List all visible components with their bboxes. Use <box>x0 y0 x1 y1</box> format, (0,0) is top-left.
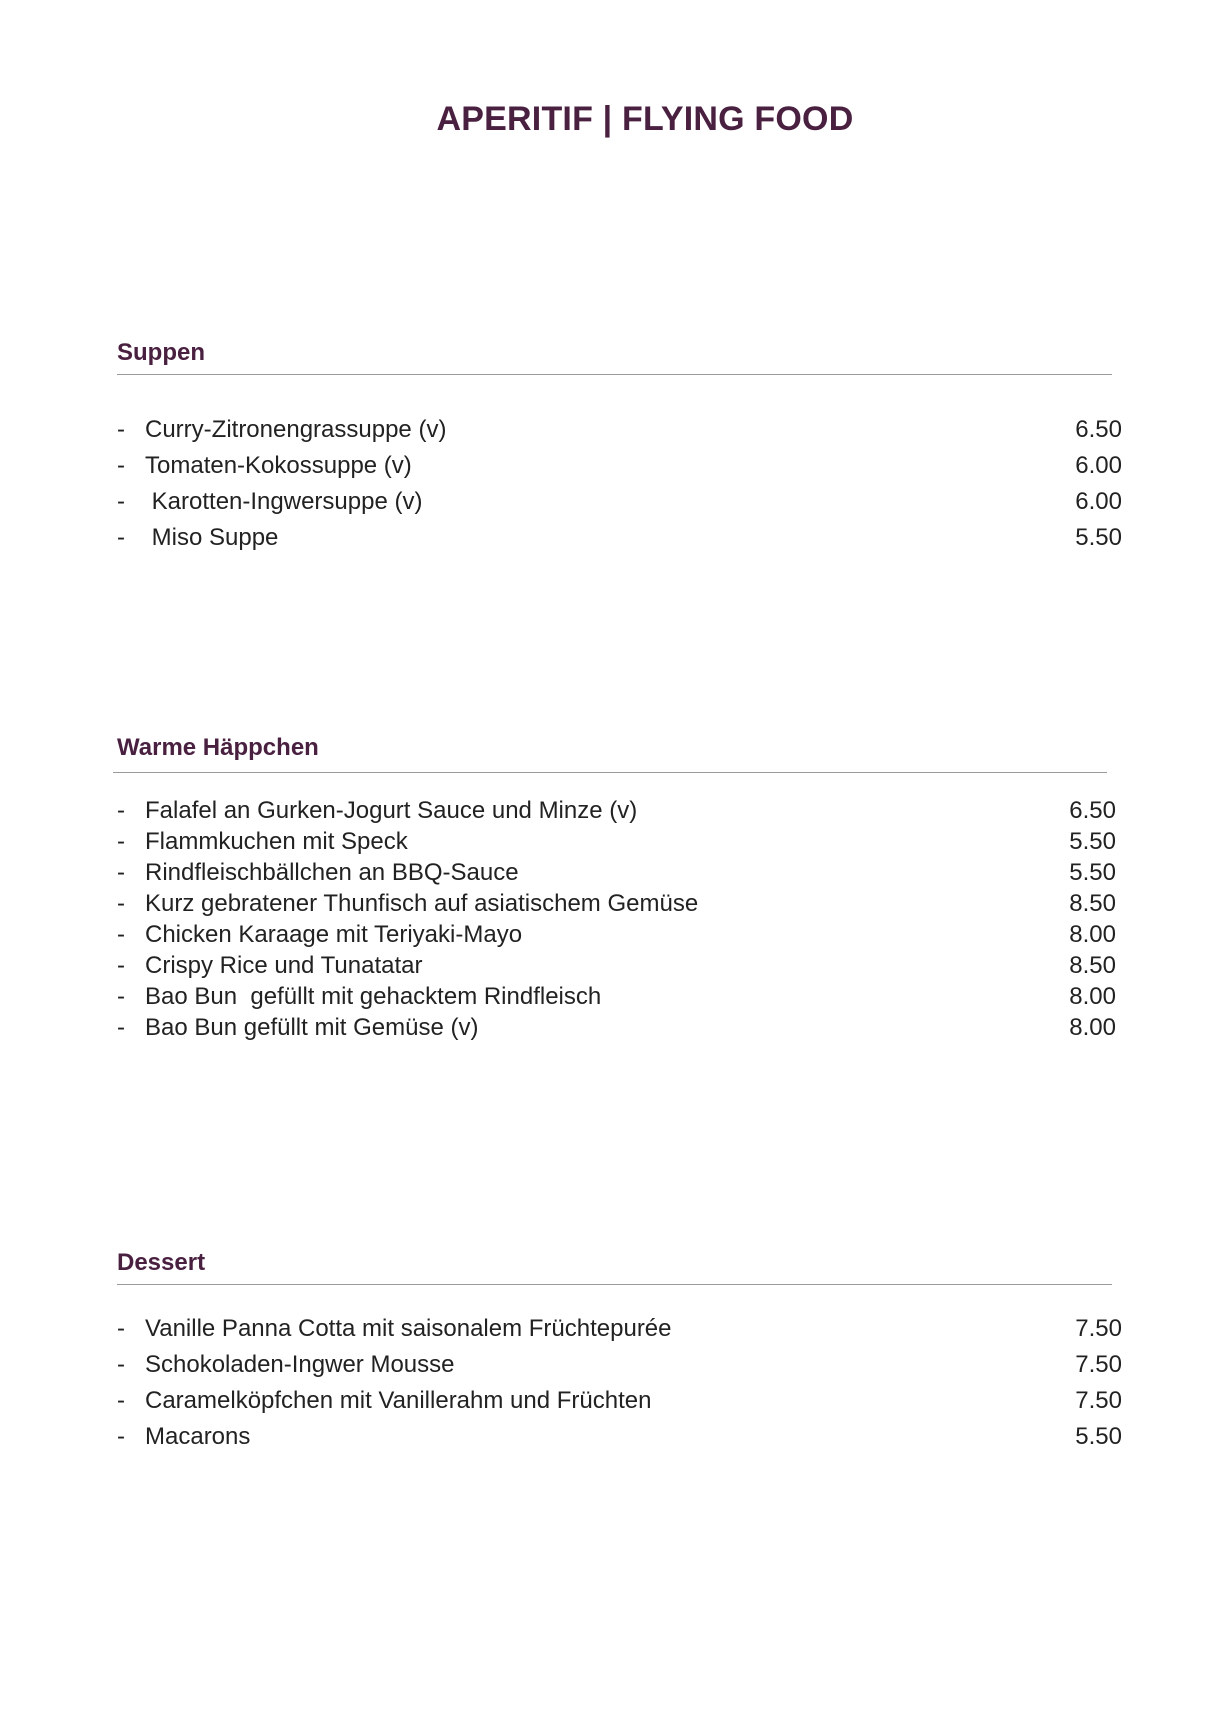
menu-item: - Bao Bun gefüllt mit Gemüse (v) <box>117 1014 479 1041</box>
item-price: 7.50 <box>1075 1315 1122 1342</box>
menu-item: - Caramelköpfchen mit Vanillerahm und Früchten <box>117 1387 652 1414</box>
item-name: Vanille Panna Cotta mit saisonalem Früchtepurée <box>145 1315 672 1342</box>
section-heading: Warme Häppchen <box>117 734 319 761</box>
section-divider <box>113 772 1107 773</box>
menu-item: - Bao Bun gefüllt mit gehacktem Rindfleisch <box>117 983 602 1010</box>
item-name: Tomaten-Kokossuppe (v) <box>145 452 412 479</box>
menu-item: - Falafel an Gurken-Jogurt Sauce und Minze (v) <box>117 797 638 824</box>
item-price: 5.50 <box>1069 859 1116 886</box>
item-name: Karotten-Ingwersuppe (v) <box>145 488 423 515</box>
item-name: Falafel an Gurken-Jogurt Sauce und Minze (v) <box>145 797 638 824</box>
item-price: 8.00 <box>1069 921 1116 948</box>
section-divider <box>117 374 1112 375</box>
menu-item: - Schokoladen-Ingwer Mousse <box>117 1351 455 1378</box>
item-price: 6.00 <box>1075 488 1122 515</box>
menu-item: - Flammkuchen mit Speck <box>117 828 408 855</box>
item-price: 6.50 <box>1069 797 1116 824</box>
item-name: Crispy Rice und Tunatatar <box>145 952 423 979</box>
item-name: Schokoladen-Ingwer Mousse <box>145 1351 455 1378</box>
menu-item: - Chicken Karaage mit Teriyaki-Mayo <box>117 921 523 948</box>
item-price: 6.50 <box>1075 416 1122 443</box>
item-name: Curry-Zitronengrassuppe (v) <box>145 416 447 443</box>
item-name: Flammkuchen mit Speck <box>145 828 408 855</box>
item-price: 7.50 <box>1075 1387 1122 1414</box>
item-name: Kurz gebratener Thunfisch auf asiatischem Gemüse <box>145 890 699 917</box>
menu-item: - Crispy Rice und Tunatatar <box>117 952 423 979</box>
item-price: 5.50 <box>1075 524 1122 551</box>
menu-item: - Rindfleischbällchen an BBQ-Sauce <box>117 859 519 886</box>
item-price: 7.50 <box>1075 1351 1122 1378</box>
menu-item: - Tomaten-Kokossuppe (v) <box>117 452 412 479</box>
item-price: 8.50 <box>1069 952 1116 979</box>
item-price: 8.50 <box>1069 890 1116 917</box>
section-heading: Dessert <box>117 1249 206 1276</box>
section-heading: Suppen <box>117 339 205 366</box>
item-price: 8.00 <box>1069 1014 1116 1041</box>
menu-item: - Karotten-Ingwersuppe (v) <box>117 488 423 515</box>
menu-item: - Curry-Zitronengrassuppe (v) <box>117 416 447 443</box>
item-name: Chicken Karaage mit Teriyaki-Mayo <box>145 921 523 948</box>
item-price: 8.00 <box>1069 983 1116 1010</box>
item-name: Miso Suppe <box>145 524 279 551</box>
item-price: 5.50 <box>1069 828 1116 855</box>
menu-item: - Kurz gebratener Thunfisch auf asiatischem Gemüse <box>117 890 699 917</box>
menu-item: - Macarons <box>117 1423 251 1450</box>
item-price: 6.00 <box>1075 452 1122 479</box>
item-price: 5.50 <box>1075 1423 1122 1450</box>
item-name: Bao Bun gefüllt mit gehacktem Rindfleisch <box>145 983 602 1010</box>
page-title: APERITIF | FLYING FOOD <box>436 100 854 138</box>
item-name: Caramelköpfchen mit Vanillerahm und Früchten <box>145 1387 652 1414</box>
section-divider <box>117 1284 1112 1285</box>
item-name: Bao Bun gefüllt mit Gemüse (v) <box>145 1014 479 1041</box>
item-name: Rindfleischbällchen an BBQ-Sauce <box>145 859 519 886</box>
menu-item: - Vanille Panna Cotta mit saisonalem Früchtepurée <box>117 1315 672 1342</box>
menu-item: - Miso Suppe <box>117 524 279 551</box>
item-name: Macarons <box>145 1423 251 1450</box>
